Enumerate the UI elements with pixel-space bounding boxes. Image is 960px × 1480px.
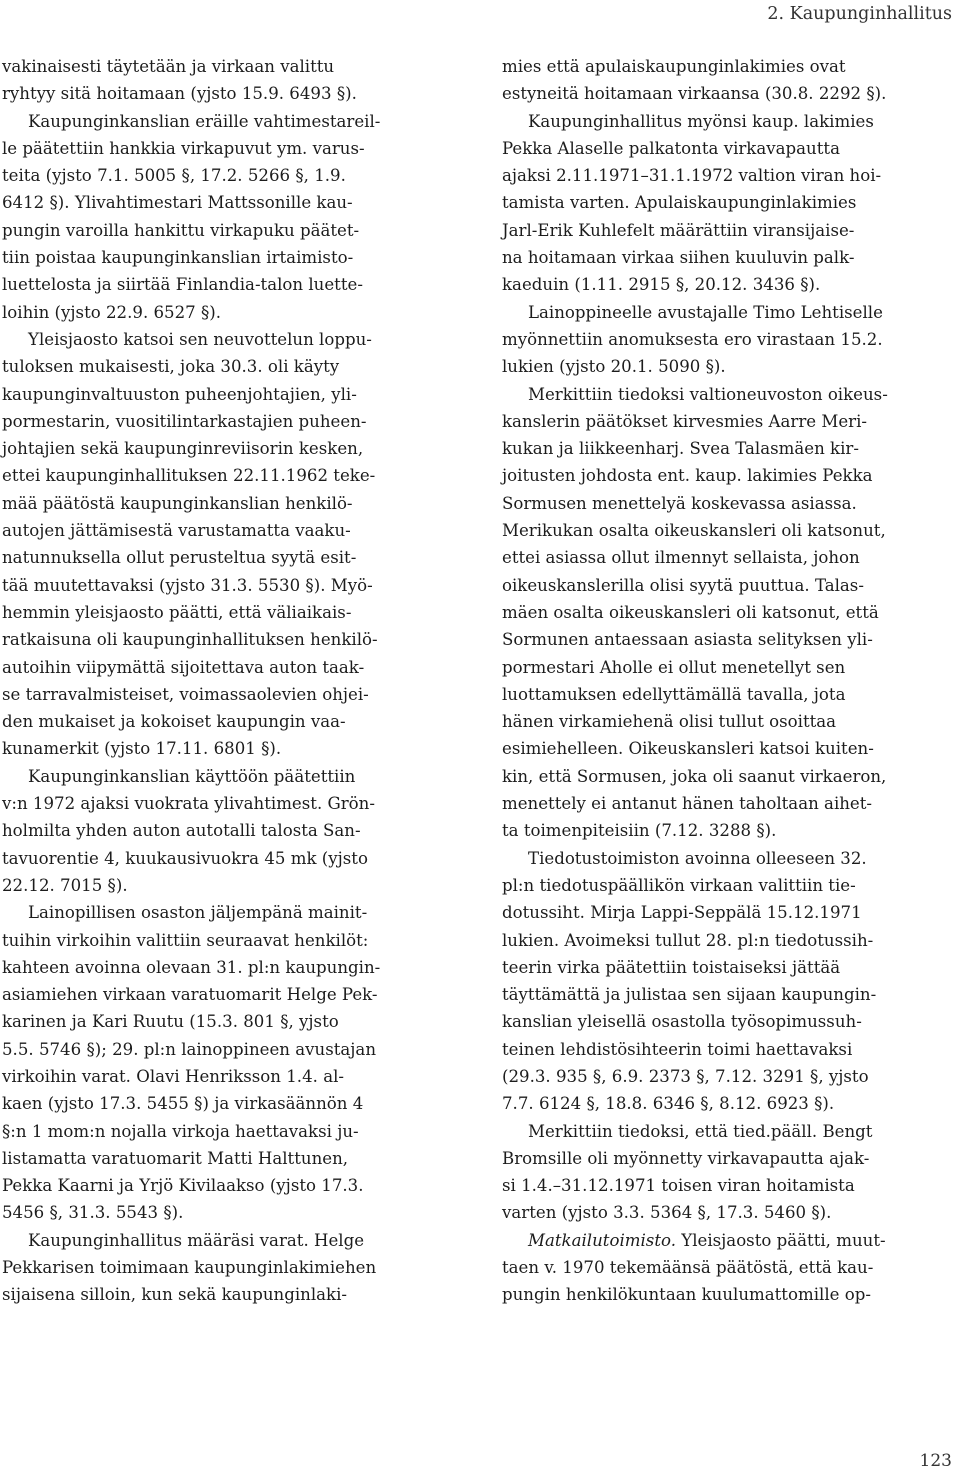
text-line: tiin poistaa kaupunginkanslian irtaimisto- xyxy=(2,248,354,268)
text-line: pl:n tiedotuspäällikön virkaan valittiin tie- xyxy=(502,875,856,895)
text-line: autoihin viipymättä sijoitettava auton taak- xyxy=(2,657,365,677)
text-line: kahteen avoinna olevaan 31. pl:n kaupungin- xyxy=(2,957,381,977)
text-line: Tiedotustoimiston avoinna olleeseen 32. xyxy=(528,848,867,868)
text-line: kanslian yleisellä osastolla työsopimussuh- xyxy=(502,1012,862,1032)
text-line: si 1.4.–31.12.1971 toisen viran hoitamista xyxy=(502,1176,855,1196)
text-line: Sormunen antaessaan asiasta selityksen yli- xyxy=(502,630,873,650)
text-line: 22.12. 7015 §). xyxy=(2,875,128,895)
text-line: Merikukan osalta oikeuskansleri oli katsonut, xyxy=(502,521,886,541)
text-line: kanslerin päätökset kirvesmies Aarre Meri- xyxy=(502,411,868,431)
text-line: le päätettiin hankkia virkapuvut ym. varus- xyxy=(2,138,365,158)
text-line: se tarravalmisteiset, voimassaolevien ohjei- xyxy=(2,684,369,704)
text-line: ratkaisuna oli kaupunginhallituksen henkilö- xyxy=(2,630,378,650)
text-line: 5.5. 5746 §); 29. pl:n lainoppineen avustajan xyxy=(2,1039,377,1059)
text-line: Merkittiin tiedoksi, että tied.pääll. Bengt xyxy=(528,1121,873,1141)
text-line: kukan ja liikkeenharj. Svea Talasmäen kir- xyxy=(502,439,859,459)
text-line: Kaupunginkanslian eräille vahtimestareil- xyxy=(28,111,381,131)
left-column xyxy=(2,53,460,1309)
text-line: oikeuskanslerilla olisi syytä puuttua. Talas- xyxy=(502,575,864,595)
text-line: listamatta varatuomarit Matti Halttunen, xyxy=(2,1148,349,1168)
text-line: teerin virka päätettiin toistaiseksi jättää xyxy=(502,957,841,977)
text-line: tuihin virkoihin valittiin seuraavat henkilöt: xyxy=(2,930,369,950)
text-line: Merkittiin tiedoksi valtioneuvoston oikeus- xyxy=(528,384,888,404)
text-line: Yleisjaosto katsoi sen neuvottelun loppu- xyxy=(28,329,372,349)
text-line: Bromsille oli myönnetty virkavapautta ajak- xyxy=(502,1148,870,1168)
text-line: tamista varten. Apulaiskaupunginlakimies xyxy=(502,193,857,213)
text-line: v:n 1972 ajaksi vuokrata ylivahtimest. Grön- xyxy=(2,794,375,814)
text-line: lukien. Avoimeksi tullut 28. pl:n tiedotussih- xyxy=(502,930,874,950)
text-line: luettelosta ja siirtää Finlandia-talon luette- xyxy=(2,275,363,295)
text-line: autojen jättämisestä varustamatta vaaku- xyxy=(2,521,351,541)
text-line: §:n 1 mom:n nojalla virkoja haettavaksi ju- xyxy=(2,1121,359,1141)
text-line: lukien (yjsto 20.1. 5090 §). xyxy=(502,357,726,377)
text-line-rest: Yleisjaosto päätti, muut- xyxy=(681,1230,886,1250)
text-line: 6412 §). Ylivahtimestari Mattssonille kau- xyxy=(2,193,353,213)
text-line: sijaisena silloin, kun sekä kaupunginlaki- xyxy=(2,1285,348,1305)
text-line: tavuorentie 4, kuukausivuokra 45 mk (yjsto xyxy=(2,848,368,868)
text-line: ettei asiassa ollut ilmennyt sellaista, johon xyxy=(502,548,860,568)
text-line: ettei kaupunginhallituksen 22.11.1962 teke- xyxy=(2,466,376,486)
text-line: kunamerkit (yjsto 17.11. 6801 §). xyxy=(2,739,282,759)
text-line: pungin henkilökuntaan kuulumattomille op- xyxy=(502,1285,871,1305)
text-line: estyneitä hoitamaan virkaansa (30.8. 2292 §). xyxy=(502,84,887,104)
text-line: tuloksen mukaisesti, joka 30.3. oli käyty xyxy=(2,357,340,377)
text-line: holmilta yhden auton autotalli talosta San- xyxy=(2,821,361,841)
text-line: karinen ja Kari Ruutu (15.3. 801 §, yjsto xyxy=(2,1012,339,1032)
running-header: 2. Kaupunginhallitus xyxy=(767,4,952,24)
text-line: Kaupunginhallitus myönsi kaup. lakimies xyxy=(528,111,874,131)
text-line: tää muutettavaksi (yjsto 31.3. 5530 §). Myö- xyxy=(2,575,373,595)
text-line: 7.7. 6124 §, 18.8. 6346 §, 8.12. 6923 §). xyxy=(502,1094,835,1114)
text-line: varten (yjsto 3.3. 5364 §, 17.3. 5460 §). xyxy=(502,1203,832,1223)
text-line: Kaupunginhallitus määräsi varat. Helge xyxy=(28,1230,365,1250)
text-line: ta toimenpiteisiin (7.12. 3288 §). xyxy=(502,821,777,841)
text-line: kin, että Sormusen, joka oli saanut virkaeron, xyxy=(502,766,887,786)
text-line: virkoihin varat. Olavi Henriksson 1.4. al- xyxy=(2,1066,344,1086)
text-line: joitusten johdosta ent. kaup. lakimies Pekka xyxy=(502,466,873,486)
text-line: Lainopillisen osaston jäljempänä mainit- xyxy=(28,903,368,923)
text-line: Jarl-Erik Kuhlefelt määrättiin viransijaise- xyxy=(502,220,855,240)
text-line: natunnuksella ollut perusteltua syytä esit- xyxy=(2,548,357,568)
text-line: kaupunginvaltuuston puheenjohtajien, yli- xyxy=(2,384,357,404)
text-line: johtajien sekä kaupunginreviisorin kesken, xyxy=(2,439,364,459)
text-line: mäen osalta oikeuskansleri oli katsonut, että xyxy=(502,602,879,622)
text-line: pormestarin, vuositilintarkastajien puheen- xyxy=(2,411,367,431)
text-line: Kaupunginkanslian käyttöön päätettiin xyxy=(28,766,356,786)
text-line: teinen lehdistösihteerin toimi haettavaksi xyxy=(502,1039,853,1059)
text-line: täyttämättä ja julistaa sen sijaan kaupungin- xyxy=(502,985,877,1005)
text-line: vakinaisesti täytetään ja virkaan valittu xyxy=(2,57,335,76)
text-line: hänen virkamiehenä olisi tullut osoittaa xyxy=(502,712,837,732)
text-line: loihin (yjsto 22.9. 6527 §). xyxy=(2,302,222,322)
text-line: Pekka Alaselle palkatonta virkavapautta xyxy=(502,138,840,158)
text-line: esimiehelleen. Oikeuskansleri katsoi kuiten- xyxy=(502,739,874,759)
text-line: ryhtyy sitä hoitamaan (yjsto 15.9. 6493 §). xyxy=(2,84,357,104)
text-line: mää päätöstä kaupunginkanslian henkilö- xyxy=(2,493,353,513)
text-line: kaen (yjsto 17.3. 5455 §) ja virkasäännön 4 xyxy=(2,1094,364,1114)
text-line: 5456 §, 31.3. 5543 §). xyxy=(2,1203,184,1223)
text-line: menettely ei antanut hänen taholtaan aihet- xyxy=(502,794,873,814)
text-line: taen v. 1970 tekemäänsä päätöstä, että kau- xyxy=(502,1258,874,1278)
right-column xyxy=(502,53,954,1309)
text-line: den mukaiset ja kokoiset kaupungin vaa- xyxy=(2,712,346,732)
text-line: pormestari Aholle ei ollut menetellyt sen xyxy=(502,657,846,677)
text-line: Sormusen menettelyä koskevassa asiassa. xyxy=(502,493,857,513)
text-line: dotussiht. Mirja Lappi-Seppälä 15.12.1971 xyxy=(502,903,862,923)
page-number: 123 xyxy=(919,1451,952,1471)
text-line: asiamiehen virkaan varatuomarit Helge Pek- xyxy=(2,985,378,1005)
text-line: ajaksi 2.11.1971–31.1.1972 valtion viran hoi- xyxy=(502,166,882,186)
text-line: pungin varoilla hankittu virkapuku päätet- xyxy=(2,220,360,240)
section-heading-inline: Matkailutoimisto. xyxy=(528,1230,676,1250)
text-line: Lainoppineelle avustajalle Timo Lehtiselle xyxy=(528,302,883,322)
text-line: na hoitamaan virkaa siihen kuuluvin palk- xyxy=(502,248,855,268)
text-line: kaeduin (1.11. 2915 §, 20.12. 3436 §). xyxy=(502,275,821,295)
text-line: Pekka Kaarni ja Yrjö Kivilaakso (yjsto 17.3. xyxy=(2,1176,364,1196)
text-line: teita (yjsto 7.1. 5005 §, 17.2. 5266 §, 1.9. xyxy=(2,166,346,186)
text-line xyxy=(502,1227,954,1254)
text-line: (29.3. 935 §, 6.9. 2373 §, 7.12. 3291 §, yjsto xyxy=(502,1066,869,1086)
text-line: myönnettiin anomuksesta ero virastaan 15.2. xyxy=(502,329,883,349)
text-line: luottamuksen edellyttämällä tavalla, jota xyxy=(502,684,846,704)
text-line: mies että apulaiskaupunginlakimies ovat xyxy=(502,57,846,76)
text-line: hemmin yleisjaosto päätti, että väliaikais- xyxy=(2,602,352,622)
text-line: Pekkarisen toimimaan kaupunginlakimiehen xyxy=(2,1258,377,1278)
